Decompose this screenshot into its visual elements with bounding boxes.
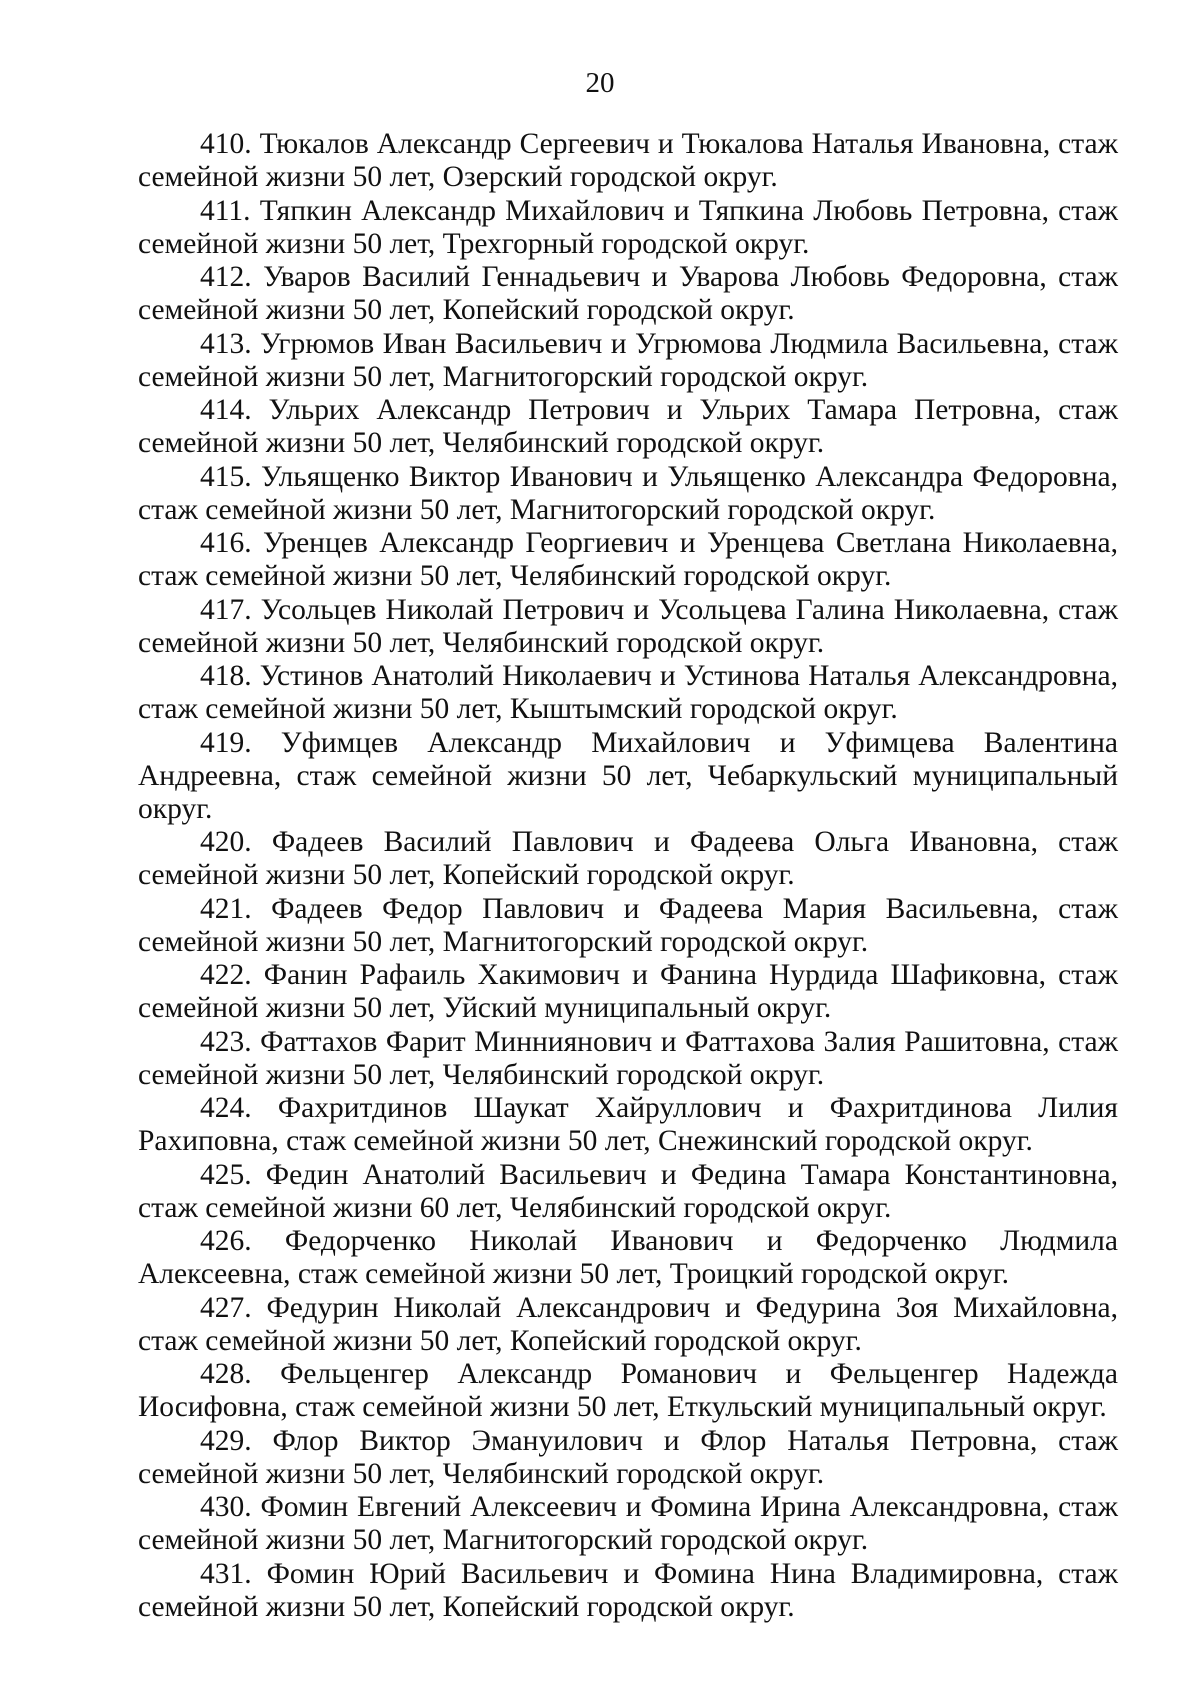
list-item: 418. Устинов Анатолий Николаевич и Устинова Наталья Александровна, стаж семейной жизни 50 лет, Кыштымский городской округ. [138,660,1118,725]
list-item: 414. Ульрих Александр Петрович и Ульрих Тамара Петровна, стаж семейной жизни 50 лет, Челябинский городской округ. [138,394,1118,459]
list-item: 423. Фаттахов Фарит Минниянович и Фаттахова Залия Рашитовна, стаж семейной жизни 50 лет, Челябинский городской округ. [138,1025,1118,1091]
list-item: 422. Фанин Рафаиль Хакимович и Фанина Нурдида Шафиковна, стаж семейной жизни 50 лет, Уйский муниципальный округ. [138,959,1118,1024]
list-item: 427. Федурин Николай Александрович и Федурина Зоя Михайловна, стаж семейной жизни 50 лет, Копейский городской округ. [138,1291,1118,1357]
list-item: 415. Ульященко Виктор Иванович и Ульященко Александра Федоровна, стаж семейной жизни 50 лет, Магнитогорский городской округ. [138,460,1118,526]
list-item: 416. Уренцев Александр Георгиевич и Уренцева Светлана Николаевна, стаж семейной жизни 50 лет, Челябинский городской округ. [138,527,1118,592]
list-item: 419. Уфимцев Александр Михайлович и Уфимцева Валентина Андреевна, стаж семейной жизни 50 лет, Чебаркульский муниципальный округ. [138,726,1118,825]
list-item: 431. Фомин Юрий Васильевич и Фомина Нина Владимировна, стаж семейной жизни 50 лет, Копейский городской округ. [138,1557,1118,1623]
list-item: 411. Тяпкин Александр Михайлович и Тяпкина Любовь Петровна, стаж семейной жизни 50 лет, Трехгорный городской округ. [138,194,1118,260]
entries-list [138,128,1118,1624]
list-item: 424. Фахритдинов Шаукат Хайруллович и Фахритдинова Лилия Рахиповна, стаж семейной жизни 50 лет, Снежинский городской округ. [138,1092,1118,1157]
list-item: 413. Угрюмов Иван Васильевич и Угрюмова Людмила Васильевна, стаж семейной жизни 50 лет, Магнитогорский городской округ. [138,327,1118,393]
list-item: 429. Флор Виктор Эмануилович и Флор Наталья Петровна, стаж семейной жизни 50 лет, Челябинский городской округ. [138,1424,1118,1490]
list-item: 412. Уваров Василий Геннадьевич и Уварова Любовь Федоровна, стаж семейной жизни 50 лет, Копейский городской округ. [138,261,1118,326]
list-item: 425. Федин Анатолий Васильевич и Федина Тамара Константиновна, стаж семейной жизни 60 лет, Челябинский городской округ. [138,1158,1118,1224]
page-number: 20 [585,67,615,99]
list-item: 426. Федорченко Николай Иванович и Федорченко Людмила Алексеевна, стаж семейной жизни 50 лет, Троицкий городской округ. [138,1225,1118,1290]
list-item: 420. Фадеев Василий Павлович и Фадеева Ольга Ивановна, стаж семейной жизни 50 лет, Копейский городской округ. [138,826,1118,891]
list-item: 430. Фомин Евгений Алексеевич и Фомина Ирина Александровна, стаж семейной жизни 50 лет, Магнитогорский городской округ. [138,1491,1118,1556]
list-item: 428. Фельценгер Александр Романович и Фельценгер Надежда Иосифовна, стаж семейной жизни 50 лет, Еткульский муниципальный округ. [138,1358,1118,1423]
list-item: 421. Фадеев Федор Павлович и Фадеева Мария Васильевна, стаж семейной жизни 50 лет, Магнитогорский городской округ. [138,892,1118,958]
list-item: 417. Усольцев Николай Петрович и Усольцева Галина Николаевна, стаж семейной жизни 50 лет, Челябинский городской округ. [138,593,1118,659]
list-item: 410. Тюкалов Александр Сергеевич и Тюкалова Наталья Ивановна, стаж семейной жизни 50 лет, Озерский городской округ. [138,128,1118,193]
